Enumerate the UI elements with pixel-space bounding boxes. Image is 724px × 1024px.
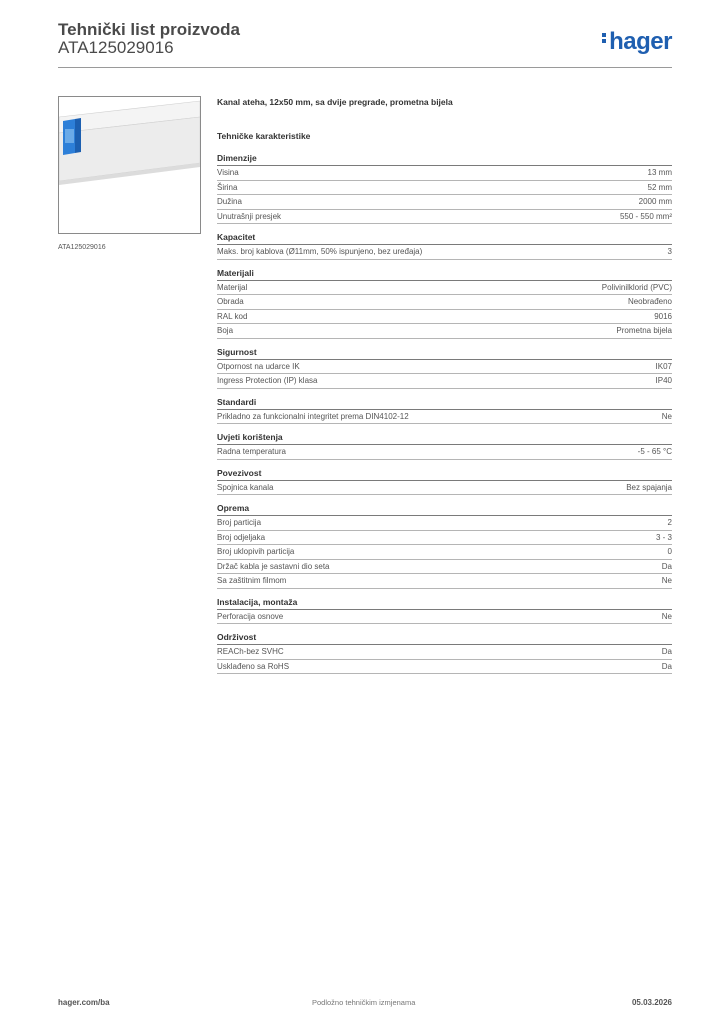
spec-value: Ne: [661, 611, 672, 621]
spec-label: Boja: [217, 326, 234, 335]
spec-label: Visina: [217, 168, 239, 177]
spec-group: [217, 347, 672, 389]
cable-trunking-image: [59, 97, 200, 233]
spec-value: IK07: [655, 361, 672, 371]
spec-value: Prometna bijela: [616, 326, 672, 335]
section-heading: Tehničke karakteristike: [217, 131, 311, 141]
spec-label: Širina: [217, 182, 238, 192]
spec-value: 550 - 550 mm²: [619, 211, 672, 221]
spec-group: [217, 153, 672, 224]
spec-group: [217, 468, 672, 496]
group-title: Održivost: [217, 632, 672, 645]
group-title: Materijali: [217, 268, 672, 281]
product-code: ATA125029016: [58, 38, 174, 57]
spec-row: [217, 295, 672, 310]
spec-value: 2: [667, 518, 672, 527]
spec-label: Usklađeno sa RoHS: [217, 661, 290, 671]
spec-label: Maks. broj kablova (Ø11mm, 50% ispunjeno, bez uređaja): [217, 247, 423, 256]
group-title: Oprema: [217, 503, 672, 516]
spec-row: [217, 574, 672, 589]
spec-value: 9016: [654, 311, 672, 321]
spec-row: [217, 445, 672, 460]
group-title: Sigurnost: [217, 347, 672, 360]
footer-notice: Podložno tehničkim izmjenama: [312, 998, 416, 1007]
spec-label: Unutrašnji presjek: [217, 211, 282, 221]
spec-row: [217, 166, 672, 181]
spec-row: [217, 516, 672, 531]
spec-label: Držač kabla je sastavni dio seta: [217, 561, 330, 571]
spec-label: Sa zaštitnim filmom: [217, 576, 287, 585]
spec-value: Polivinilklorid (PVC): [601, 282, 672, 292]
spec-label: Radna temperatura: [217, 447, 286, 456]
logo-text: hager: [609, 28, 672, 55]
spec-row: [217, 610, 672, 625]
spec-row: [217, 531, 672, 546]
footer-website: hager.com/ba: [58, 998, 110, 1007]
spec-row: [217, 210, 672, 225]
spec-label: RAL kod: [217, 311, 248, 321]
spec-row: [217, 374, 672, 389]
spec-label: REACh-bez SVHC: [217, 647, 284, 656]
spec-row: [217, 410, 672, 425]
spec-row: [217, 481, 672, 496]
spec-row: [217, 281, 672, 296]
spec-row: [217, 660, 672, 675]
group-title: Dimenzije: [217, 153, 672, 166]
spec-row: [217, 360, 672, 375]
spec-value: -5 - 65 °C: [637, 447, 672, 456]
spec-label: Broj uklopivih particija: [217, 547, 295, 556]
group-title: Instalacija, montaža: [217, 597, 672, 610]
spec-group: [217, 397, 672, 425]
product-description: Kanal ateha, 12x50 mm, sa dvije pregrade, prometna bijela: [217, 97, 453, 107]
spec-value: Da: [661, 647, 672, 656]
header-divider: [58, 67, 672, 68]
spec-label: Dužina: [217, 197, 242, 206]
spec-label: Broj particija: [217, 518, 262, 527]
spec-row: [217, 310, 672, 325]
spec-label: Otpornost na udarce IK: [217, 361, 300, 371]
page-title: Tehnički list proizvoda: [58, 20, 240, 39]
spec-group: [217, 432, 672, 460]
spec-label: Ingress Protection (IP) klasa: [217, 376, 318, 385]
spec-value: Neobrađeno: [627, 297, 672, 306]
spec-group: [217, 632, 672, 674]
spec-value: Ne: [661, 411, 672, 421]
spec-group: [217, 503, 672, 589]
group-title: Kapacitet: [217, 232, 672, 245]
spec-label: Obrada: [217, 297, 244, 306]
spec-row: [217, 645, 672, 660]
spec-value: Da: [661, 661, 672, 671]
product-image: [58, 96, 201, 234]
spec-label: Perforacija osnove: [217, 611, 284, 621]
spec-value: 2000 mm: [638, 197, 672, 206]
spec-value: 0: [667, 547, 672, 556]
spec-label: Prikladno za funkcionalni integritet prema DIN4102-12: [217, 411, 409, 421]
technical-sheet: [217, 97, 672, 682]
group-title: Uvjeti korištenja: [217, 432, 672, 445]
spec-row: [217, 245, 672, 260]
group-title: Povezivost: [217, 468, 672, 481]
spec-group: [217, 232, 672, 260]
spec-row: [217, 545, 672, 560]
spec-value: Da: [661, 561, 672, 571]
spec-value: 52 mm: [647, 182, 672, 192]
group-title: Standardi: [217, 397, 672, 410]
spec-groups: [217, 153, 672, 674]
spec-row: [217, 324, 672, 339]
spec-label: Broj odjeljaka: [217, 532, 266, 542]
spec-value: Ne: [661, 576, 672, 585]
hager-logo: [602, 28, 672, 56]
image-caption: ATA125029016: [58, 244, 106, 251]
footer-date: 05.03.2026: [631, 998, 672, 1007]
spec-group: [217, 597, 672, 625]
spec-value: Bez spajanja: [626, 482, 672, 492]
spec-value: IP40: [655, 376, 672, 385]
spec-group: [217, 268, 672, 339]
spec-value: 3: [667, 247, 672, 256]
spec-row: [217, 560, 672, 575]
spec-label: Materijal: [217, 282, 248, 292]
spec-value: 13 mm: [647, 168, 672, 177]
spec-row: [217, 195, 672, 210]
spec-label: Spojnica kanala: [217, 482, 274, 492]
spec-value: 3 - 3: [655, 532, 672, 542]
logo-dots-icon: [602, 31, 607, 45]
spec-row: [217, 181, 672, 196]
